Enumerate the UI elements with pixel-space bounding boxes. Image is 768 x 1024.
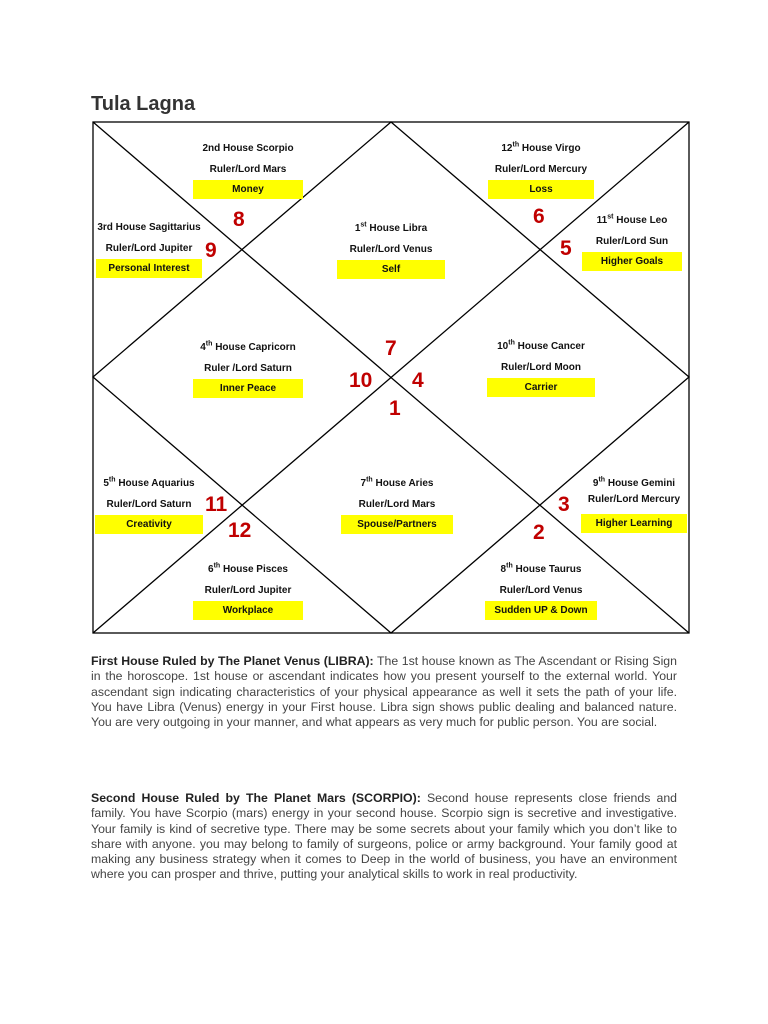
- sign-number-6: 6: [533, 205, 545, 228]
- second-house-text: Second house represents close friends and family. You have Scorpio (mars) energy in your second house. Scorpio sign is secretive and investigative. Your family is kind of secretive type. There may be some secrets about your family which you don’t like to share with anyone. you may belong to family of surgeons, police or army background. Your family good at making any business strategy when it comes to Deep in the world of business, you have an environment where you can prosper and thrive, putting your analytical skills to work in real productivity.: [91, 791, 677, 882]
- house-3-title: 3rd House Sagittarius: [97, 222, 201, 233]
- first-house-text: The 1st house known as The Ascendant or Rising Sign in the horoscope. 1st house or ascendant indicates how you present yourself to the external world. Your ascendant sign indicating characteristics of your physical appearance as well it sets the path of your life. You have Libra (Venus) energy in your First house. Libra sign shows public dealing and balanced nature. You are very outgoing in your manner, and what appears as very much for public person. You are social.: [91, 654, 677, 730]
- house-6-tag: Workplace: [193, 601, 303, 620]
- sign-number-2: 2: [533, 521, 545, 544]
- house-8-title: 8th House Taurus: [500, 562, 582, 575]
- second-house-heading: Second House Ruled by The Planet Mars (SCORPIO):: [91, 791, 421, 805]
- house-1-block: [286, 222, 496, 279]
- house-11-ruler: Ruler/Lord Sun: [595, 236, 669, 247]
- house-10-tag: Carrier: [487, 378, 595, 397]
- sign-number-10: 10: [349, 369, 373, 392]
- house-8-block: [436, 563, 646, 620]
- house-8-ruler: Ruler/Lord Venus: [499, 585, 583, 596]
- house-7-ruler: Ruler/Lord Mars: [358, 499, 436, 510]
- house-2-block: [143, 142, 353, 199]
- first-house-heading: First House Ruled by The Planet Venus (LIBRA):: [91, 654, 374, 668]
- house-4-title: 4th House Capricorn: [200, 340, 296, 353]
- sign-number-3: 3: [558, 493, 570, 516]
- house-4-block: [143, 341, 353, 398]
- house-11-tag: Higher Goals: [582, 252, 682, 271]
- house-12-tag: Loss: [488, 180, 594, 199]
- house-5-tag: Creativity: [95, 515, 203, 534]
- house-1-title: 1st House Libra: [354, 221, 428, 234]
- house-5-ruler: Ruler/Lord Saturn: [106, 499, 192, 510]
- house-3-block: [44, 221, 254, 278]
- house-9-title: 9th House Gemini: [592, 476, 676, 489]
- sign-number-4: 4: [412, 369, 424, 392]
- house-11-title: 11st House Leo: [596, 213, 668, 226]
- house-1-tag: Self: [337, 260, 445, 279]
- first-house-paragraph: [91, 654, 677, 730]
- sign-number-8: 8: [233, 208, 245, 231]
- house-11-block: [527, 214, 737, 271]
- house-8-tag: Sudden UP & Down: [485, 601, 597, 620]
- house-10-ruler: Ruler/Lord Moon: [501, 362, 581, 373]
- house-7-title: 7th House Aries: [360, 476, 434, 489]
- house-12-title: 12th House Virgo: [501, 141, 581, 154]
- sign-number-9: 9: [205, 239, 217, 262]
- house-12-block: [436, 142, 646, 199]
- house-6-block: [143, 563, 353, 620]
- house-7-tag: Spouse/Partners: [341, 515, 453, 534]
- house-10-block: [436, 340, 646, 397]
- house-2-ruler: Ruler/Lord Mars: [209, 164, 287, 175]
- house-7-block: [292, 477, 502, 534]
- sign-number-11: 11: [205, 493, 228, 516]
- house-6-title: 6th House Pisces: [208, 562, 288, 575]
- house-3-tag: Personal Interest: [96, 259, 202, 278]
- house-2-tag: Money: [193, 180, 303, 199]
- house-9-ruler: Ruler/Lord Mercury: [587, 494, 681, 505]
- house-10-title: 10th House Cancer: [497, 339, 585, 352]
- page-title: Tula Lagna: [91, 93, 196, 115]
- house-3-ruler: Ruler/Lord Jupiter: [105, 243, 193, 254]
- house-4-ruler: Ruler /Lord Saturn: [204, 363, 292, 374]
- house-1-ruler: Ruler/Lord Venus: [349, 244, 433, 255]
- house-9-tag: Higher Learning: [581, 514, 687, 533]
- house-2-title: 2nd House Scorpio: [202, 143, 294, 154]
- sign-number-1: 1: [389, 397, 401, 420]
- sign-number-12: 12: [228, 519, 252, 542]
- house-12-ruler: Ruler/Lord Mercury: [494, 164, 588, 175]
- house-4-tag: Inner Peace: [193, 379, 303, 398]
- sign-number-7: 7: [385, 337, 397, 360]
- house-5-title: 5th House Aquarius: [103, 476, 195, 489]
- second-house-paragraph: [91, 791, 677, 883]
- sign-number-5: 5: [560, 237, 572, 260]
- house-6-ruler: Ruler/Lord Jupiter: [204, 585, 292, 596]
